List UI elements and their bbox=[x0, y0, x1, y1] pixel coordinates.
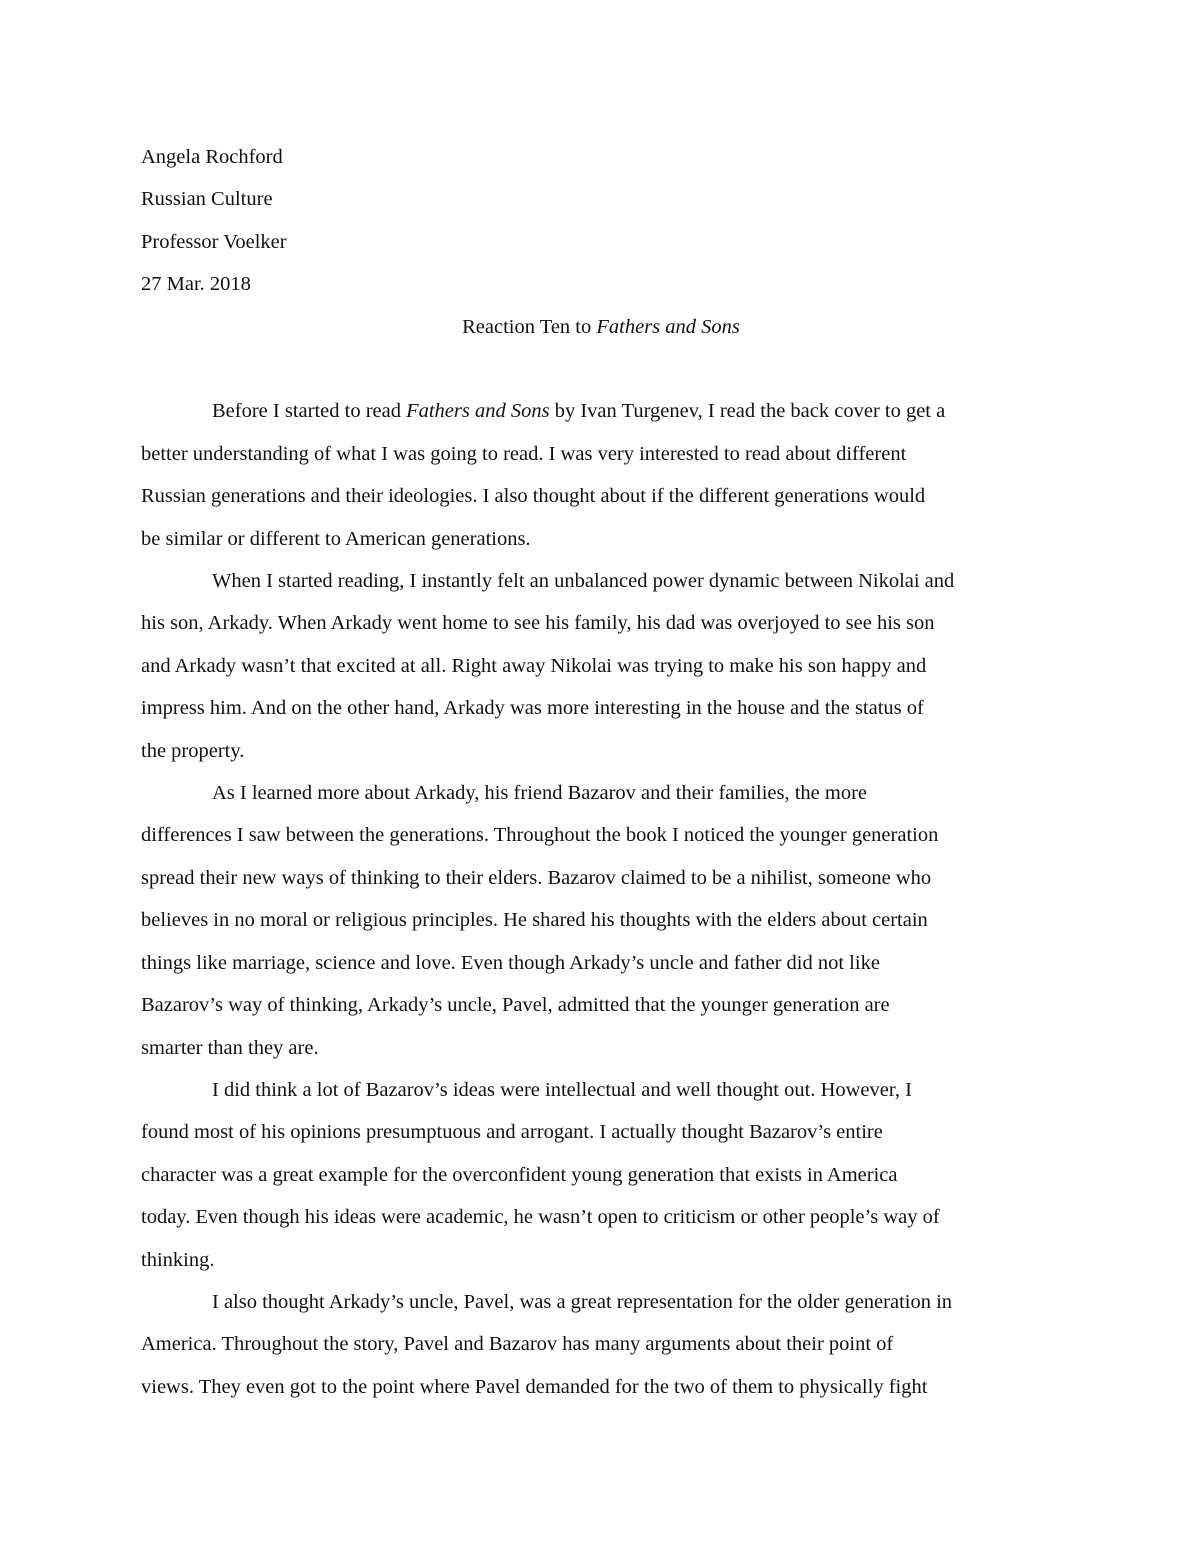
paragraph-line bbox=[141, 772, 1061, 814]
document-title bbox=[141, 306, 1061, 348]
document-body bbox=[141, 136, 1061, 1408]
professor-name: Professor Voelker bbox=[141, 230, 287, 253]
line-text: found most of his opinions presumptuous and arrogant. I actually thought Bazarov’s entire bbox=[141, 1121, 883, 1144]
body-paragraph bbox=[141, 390, 1061, 560]
line-text: better understanding of what I was going to read. I was very interested to read about different bbox=[141, 442, 907, 465]
paragraph-line bbox=[141, 1111, 1061, 1153]
paragraph-line bbox=[141, 942, 1061, 984]
paragraph-line bbox=[141, 1196, 1061, 1238]
line-text: believes in no moral or religious principles. He shared his thoughts with the elders about certain bbox=[141, 909, 928, 932]
body-paragraphs bbox=[141, 390, 1061, 1408]
paragraph-line bbox=[141, 899, 1061, 941]
line-italic-text: Fathers and Sons bbox=[406, 400, 550, 423]
line-text: I also thought Arkady’s uncle, Pavel, was a great representation for the older generation in bbox=[212, 1290, 953, 1313]
paragraph-line bbox=[141, 687, 1061, 729]
paragraph-line bbox=[141, 1027, 1061, 1069]
paragraph-line bbox=[141, 1323, 1061, 1365]
author-name: Angela Rochford bbox=[141, 146, 283, 168]
line-text: I did think a lot of Bazarov’s ideas were intellectual and well thought out. However, I bbox=[212, 1078, 912, 1101]
line-text: Before I started to read bbox=[212, 400, 407, 423]
paragraph-line bbox=[141, 560, 1061, 602]
paragraph-line bbox=[141, 433, 1061, 475]
paragraph-line bbox=[141, 814, 1061, 856]
paragraph-line bbox=[141, 730, 1061, 772]
line-text: and Arkady wasn’t that excited at all. Right away Nikolai was trying to make his son happy and bbox=[141, 654, 927, 677]
document-date: 27 Mar. 2018 bbox=[141, 273, 251, 296]
line-text: today. Even though his ideas were academic, he wasn’t open to criticism or other people’s way of bbox=[141, 1206, 940, 1229]
title-spacer bbox=[141, 348, 1061, 390]
body-paragraph bbox=[141, 772, 1061, 1069]
course-name: Russian Culture bbox=[141, 188, 273, 211]
line-text: character was a great example for the overconfident young generation that exists in America bbox=[141, 1163, 898, 1186]
title-prefix: Reaction Ten to bbox=[462, 315, 597, 338]
line-text: spread their new ways of thinking to their elders. Bazarov claimed to be a nihilist, someone who bbox=[141, 866, 932, 889]
line-text: differences I saw between the generations. Throughout the book I noticed the younger generation bbox=[141, 824, 939, 847]
line-text: When I started reading, I instantly felt an unbalanced power dynamic between Nikolai and bbox=[212, 570, 955, 593]
line-text: As I learned more about Arkady, his friend Bazarov and their families, the more bbox=[212, 782, 868, 805]
line-text: his son, Arkady. When Arkady went home to see his family, his dad was overjoyed to see his son bbox=[141, 612, 935, 635]
title-book: Fathers and Sons bbox=[596, 315, 740, 338]
line-text: America. Throughout the story, Pavel and Bazarov has many arguments about their point of bbox=[141, 1333, 894, 1356]
paragraph-line bbox=[141, 1154, 1061, 1196]
line-text: be similar or different to American generations. bbox=[141, 527, 531, 550]
line-text: thinking. bbox=[141, 1248, 215, 1271]
line-text: views. They even got to the point where Pavel demanded for the two of them to physically fight bbox=[141, 1375, 928, 1398]
body-paragraph bbox=[141, 560, 1061, 772]
paragraph-line bbox=[141, 518, 1061, 560]
paragraph-line bbox=[141, 984, 1061, 1026]
paragraph-line bbox=[141, 475, 1061, 517]
paragraph-line bbox=[141, 1239, 1061, 1281]
paragraph-line bbox=[141, 390, 1061, 432]
paragraph-line bbox=[141, 1366, 1061, 1408]
line-text: things like marriage, science and love. Even though Arkady’s uncle and father did not like bbox=[141, 951, 880, 974]
body-paragraph bbox=[141, 1069, 1061, 1281]
line-text: the property. bbox=[141, 739, 245, 762]
paragraph-line bbox=[141, 1069, 1061, 1111]
paragraph-line bbox=[141, 602, 1061, 644]
line-text: Russian generations and their ideologies. I also thought about if the different generations would bbox=[141, 485, 926, 508]
body-paragraph bbox=[141, 1281, 1061, 1408]
line-text: smarter than they are. bbox=[141, 1036, 319, 1059]
paragraph-line bbox=[141, 857, 1061, 899]
paragraph-line bbox=[141, 1281, 1061, 1323]
paragraph-line bbox=[141, 645, 1061, 687]
line-text: by Ivan Turgenev, I read the back cover to get a bbox=[549, 400, 946, 423]
line-text: Bazarov’s way of thinking, Arkady’s uncle, Pavel, admitted that the younger generation are bbox=[141, 994, 890, 1017]
line-text: impress him. And on the other hand, Arkady was more interesting in the house and the status of bbox=[141, 697, 924, 720]
